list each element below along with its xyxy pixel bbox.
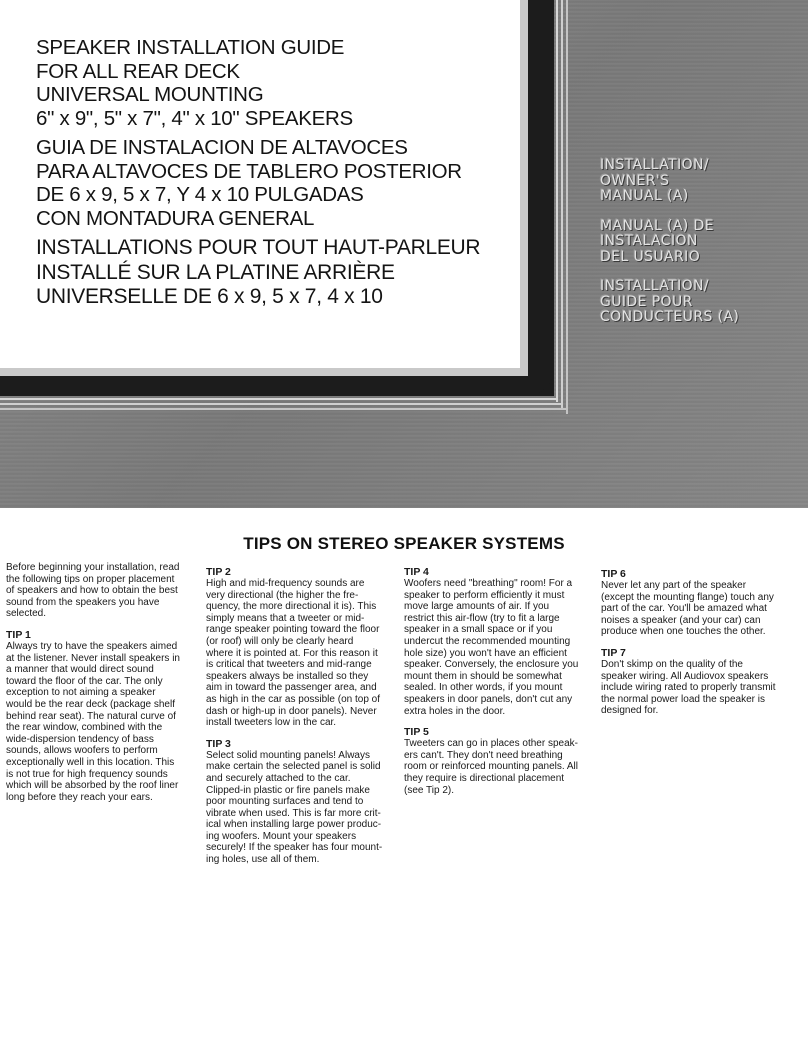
tip-text-line: behind rear seat). The natural curve of bbox=[6, 710, 176, 722]
tip-text-line: restrict this air-flow (try to fit a large bbox=[404, 612, 560, 624]
tip-text-line: Clipped-in plastic or fire panels make bbox=[206, 784, 370, 796]
border-stripe-dark bbox=[0, 376, 554, 396]
tip-text-line: room or reinforced mounting panels. All bbox=[404, 761, 578, 773]
tip-text-line: as high in the car as possible (on top of bbox=[206, 693, 380, 705]
title-line: DE 6 x 9, 5 x 7, Y 4 x 10 PULGADAS bbox=[36, 183, 364, 206]
tip-text-line: noises a speaker (and your car) can bbox=[601, 614, 761, 626]
tip-paragraph bbox=[206, 738, 396, 866]
tip-text-line: produce when one touches the other. bbox=[601, 626, 766, 638]
manual-label-line: INSTALLATION/ bbox=[600, 278, 710, 294]
tips-column bbox=[601, 568, 791, 726]
tip-text-line: mount them in should be somewhat bbox=[404, 670, 562, 682]
border-stripe-dark bbox=[528, 0, 554, 396]
manual-label-line: MANUAL (A) DE bbox=[600, 217, 714, 234]
tip-text-line: speaker wiring. All Audiovox speakers bbox=[601, 670, 769, 682]
tip-text-line: sealed. In other words, if you mount bbox=[404, 682, 563, 694]
manual-label-line: GUIDE POUR bbox=[600, 293, 693, 310]
title-line: FOR ALL REAR DECK bbox=[36, 59, 240, 83]
tip-text-line: sound from the speakers you have bbox=[6, 596, 160, 608]
tip-text-line: undercut the recommended mounting bbox=[404, 635, 571, 647]
tip-text-line: move large amounts of air. If you bbox=[404, 601, 550, 613]
tip-text-line: make certain the selected panel is solid bbox=[206, 761, 381, 773]
tip-text-line: range speaker pointing toward the floor bbox=[206, 624, 380, 636]
manual-label-english bbox=[600, 158, 800, 205]
tip-text-line: Woofers need "breathing" room! For a bbox=[404, 578, 573, 589]
tip-text-line: speakers always be installed so they bbox=[206, 670, 369, 682]
tip-text-line: poor mounting surfaces and tend to bbox=[206, 796, 364, 808]
manual-label-line: OWNER'S bbox=[600, 172, 670, 189]
manual-label-line: MANUAL (A) bbox=[600, 188, 689, 204]
tip-text-line: at the listener. Never install speakers in bbox=[6, 652, 180, 664]
manual-label-line: DEL USUARIO bbox=[600, 248, 701, 265]
tip-text-line: ing woofers. Mount your speakers bbox=[206, 830, 357, 842]
tip-heading: TIP 1 bbox=[6, 628, 31, 641]
tip-text-line: a manner that would direct sound bbox=[6, 664, 154, 676]
tip-text-line: the normal power load the speaker is bbox=[601, 693, 765, 705]
title-line: GUIA DE INSTALACION DE ALTAVOCES bbox=[36, 136, 408, 159]
tip-text-line: long before they reach your ears. bbox=[6, 791, 153, 803]
tip-paragraph bbox=[404, 566, 594, 717]
tip-text-line: and securely attached to the car. bbox=[206, 772, 351, 784]
title-line: INSTALLATIONS POUR TOUT HAUT-PARLEUR bbox=[36, 236, 481, 259]
tip-text-line: Always try to have the speakers aimed bbox=[6, 640, 178, 652]
tip-text-line: vibrate when used. This is far more crit- bbox=[206, 807, 381, 819]
tip-heading: TIP 2 bbox=[206, 566, 231, 578]
tip-text-line: Don't skimp on the quality of the bbox=[601, 658, 743, 670]
tip-paragraph bbox=[206, 566, 396, 729]
border-stripe bbox=[0, 408, 568, 410]
tip-text-line: speakers in door panels, don't cut any bbox=[404, 693, 573, 705]
tip-text-line: (or roof) will only be clearly heard bbox=[206, 635, 354, 647]
title-line: PARA ALTAVOCES DE TABLERO POSTERIOR bbox=[36, 159, 462, 183]
cover-titles bbox=[36, 36, 506, 316]
tip-text-line: would be the rear deck (package shelf bbox=[6, 698, 175, 710]
tip-text-line: speaker in a small space or if you bbox=[404, 624, 553, 636]
tip-text-line: selected. bbox=[6, 608, 47, 620]
tip-text-line: Never let any part of the speaker bbox=[601, 580, 747, 591]
border-stripe bbox=[566, 0, 568, 414]
tip-text-line: (except the mounting flange) touch any bbox=[601, 591, 774, 603]
tip-text-line: aim in toward the passenger area, and bbox=[206, 682, 377, 694]
tip-text-line: speaker to perform efficiently it must bbox=[404, 589, 565, 601]
tip-text-line: ing holes, use all of them. bbox=[206, 854, 320, 866]
tip-text-line: ers can't. They don't need breathing bbox=[404, 749, 563, 761]
border-stripe bbox=[0, 368, 528, 376]
title-line: UNIVERSELLE DE 6 x 9, 5 x 7, 4 x 10 bbox=[36, 285, 383, 308]
title-english bbox=[36, 36, 506, 130]
title-line: SPEAKER INSTALLATION GUIDE bbox=[36, 36, 345, 59]
tip-text-line: the rear window, combined with the bbox=[6, 722, 163, 734]
tip-text-line: securely! If the speaker has four mount- bbox=[206, 842, 383, 854]
border-stripe bbox=[556, 0, 558, 402]
tips-heading: TIPS ON STEREO SPEAKER SYSTEMS bbox=[243, 534, 565, 553]
tip-text-line: they require is directional placement bbox=[404, 772, 565, 784]
tip-text-line: Select solid mounting panels! Always bbox=[206, 749, 370, 761]
intro-paragraph bbox=[6, 562, 196, 620]
tip-text-line: which will be absorbed by the roof liner bbox=[6, 780, 179, 792]
manual-label-french bbox=[600, 279, 800, 326]
tip-text-line: very directional (the higher the fre- bbox=[206, 589, 359, 601]
tip-text-line: designed for. bbox=[601, 705, 659, 717]
title-line: UNIVERSAL MOUNTING bbox=[36, 83, 264, 106]
manual-label-line: INSTALACION bbox=[600, 233, 698, 249]
tip-text-line: of speakers and how to obtain the best bbox=[6, 585, 178, 597]
tip-text-line: the following tips on proper placement bbox=[6, 573, 175, 585]
tip-paragraph bbox=[6, 629, 196, 803]
tip-text-line: extra holes in the door. bbox=[404, 705, 506, 717]
tips-column bbox=[206, 566, 396, 875]
tips-column bbox=[404, 566, 594, 805]
tip-heading: TIP 6 bbox=[601, 568, 626, 580]
title-line: INSTALLÉ SUR LA PLATINE ARRIÈRE bbox=[36, 260, 395, 284]
tip-text-line: is critical that tweeters and mid-range bbox=[206, 659, 372, 671]
tip-text-line: is not true for high frequency sounds bbox=[6, 768, 168, 780]
title-area-corner bbox=[460, 308, 520, 368]
border-stripe bbox=[561, 0, 563, 408]
tip-text-line: where it is pointed at. For this reason it bbox=[206, 647, 378, 659]
border-stripe bbox=[520, 0, 528, 376]
tip-heading: TIP 3 bbox=[206, 737, 231, 750]
tip-text-line: part of the car. You'll be amazed what bbox=[601, 603, 767, 615]
tip-text-line: dash or high-up in door panels). Never bbox=[206, 705, 377, 717]
tip-paragraph bbox=[404, 726, 594, 796]
tip-text-line: speaker. Conversely, the enclosure you bbox=[404, 659, 579, 671]
tip-text-line: (see Tip 2). bbox=[404, 784, 455, 796]
title-line: 6" x 9", 5" x 7", 4" x 10" SPEAKERS bbox=[36, 106, 353, 130]
tip-text-line: exceptionally well in this location. This bbox=[6, 756, 175, 768]
cover-panel bbox=[0, 0, 808, 508]
manual-labels bbox=[600, 158, 800, 340]
tip-text-line: exception to not aiming a speaker bbox=[6, 687, 156, 699]
manual-label-spanish bbox=[600, 219, 800, 266]
tip-text-line: ical when installing large power produc- bbox=[206, 819, 382, 831]
tip-text-line: include wiring rated to properly transmit bbox=[601, 682, 776, 694]
tip-heading: TIP 5 bbox=[404, 726, 429, 739]
title-spanish bbox=[36, 136, 506, 230]
tip-heading: TIP 4 bbox=[404, 566, 429, 578]
tip-text-line: quency, the more directional it is). This bbox=[206, 601, 377, 613]
tip-paragraph bbox=[601, 568, 791, 638]
tip-text-line: High and mid-frequency sounds are bbox=[206, 578, 365, 589]
tips-column bbox=[6, 562, 196, 812]
tip-text-line: sounds, allows woofers to perform bbox=[6, 745, 158, 757]
tip-text-line: hole size) you won't have an efficient bbox=[404, 647, 567, 659]
tip-text-line: toward the floor of the car. The only bbox=[6, 675, 163, 687]
tip-text-line: simply means that a tweeter or mid- bbox=[206, 612, 365, 624]
tip-text-line: Before beginning your installation, read bbox=[6, 562, 180, 573]
tip-paragraph bbox=[601, 647, 791, 717]
title-french bbox=[36, 236, 506, 310]
border-stripe bbox=[0, 403, 563, 405]
title-line: CON MONTADURA GENERAL bbox=[36, 206, 315, 230]
tip-text-line: install tweeters low in the car. bbox=[206, 717, 337, 729]
tip-text-line: wide-dispersion tendency of bass bbox=[6, 733, 154, 745]
border-stripe bbox=[0, 398, 558, 400]
tip-heading: TIP 7 bbox=[601, 646, 626, 659]
manual-label-line: INSTALLATION/ bbox=[600, 157, 710, 173]
manual-label-line: CONDUCTEURS (A) bbox=[600, 309, 740, 325]
tip-text-line: Tweeters can go in places other speak- bbox=[404, 738, 578, 750]
